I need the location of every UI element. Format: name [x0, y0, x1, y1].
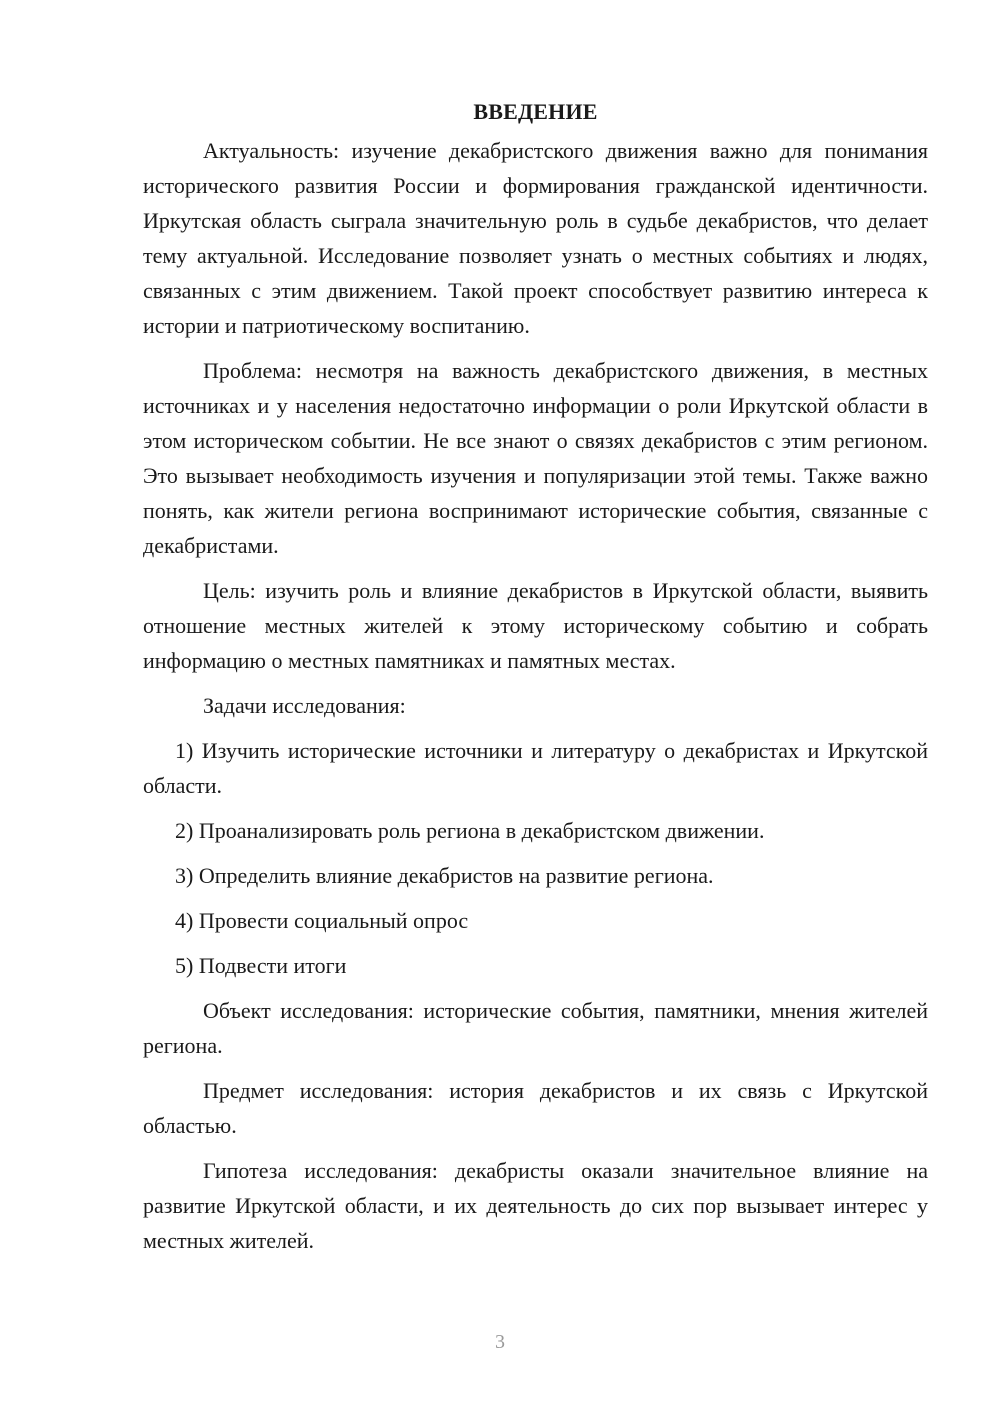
- document-page: [143, 94, 928, 1258]
- list-item: 3) Определить влияние декабристов на развитие региона.: [175, 863, 714, 888]
- list-item: 4) Провести социальный опрос: [175, 908, 469, 933]
- tasks-heading: Задачи исследования:: [203, 693, 406, 718]
- paragraph-goal: Цель: изучить роль и влияние декабристов в Иркутской области, выявить отношение местных жителей к этому историческому событию и собрать информацию о местных памятниках и памятных местах.: [143, 578, 928, 673]
- paragraph-hypothesis: Гипотеза исследования: декабристы оказали значительное влияние на развитие Иркутской области, и их деятельность до сих пор вызывает интерес у местных жителей.: [143, 1158, 928, 1253]
- list-item: 5) Подвести итоги: [175, 953, 347, 978]
- page-title: ВВЕДЕНИЕ: [473, 99, 598, 124]
- list-item: 1) Изучить исторические источники и литературу о декабристах и Иркутской области.: [143, 738, 928, 798]
- paragraph-subject: Предмет исследования: история декабристов и их связь с Иркутской областью.: [143, 1078, 928, 1138]
- list-item: 2) Проанализировать роль региона в декабристском движении.: [175, 818, 765, 843]
- paragraph-problem: Проблема: несмотря на важность декабристского движения, в местных источниках и у населения недостаточно информации о роли Иркутской области в этом историческом событии. Не все знают о связях декабристов с этим регионом. Это вызывает необходимость изучения и популяризации этой темы. Также важно понять, как жители региона воспринимают исторические события, связанные с декабристами.: [143, 358, 928, 558]
- paragraph-object: Объект исследования: исторические события, памятники, мнения жителей региона.: [143, 998, 928, 1058]
- page-number: 3: [495, 1331, 505, 1353]
- tasks-list: [143, 733, 928, 983]
- paragraph-relevance: Актуальность: изучение декабристского движения важно для понимания исторического развития России и формирования гражданской идентичности. Иркутская область сыграла значительную роль в судьбе декабристов, что делает тему актуальной. Исследование позволяет узнать о местных событиях и людях, связанных с этим движением. Такой проект способствует развитию интереса к истории и патриотическому воспитанию.: [143, 138, 928, 338]
